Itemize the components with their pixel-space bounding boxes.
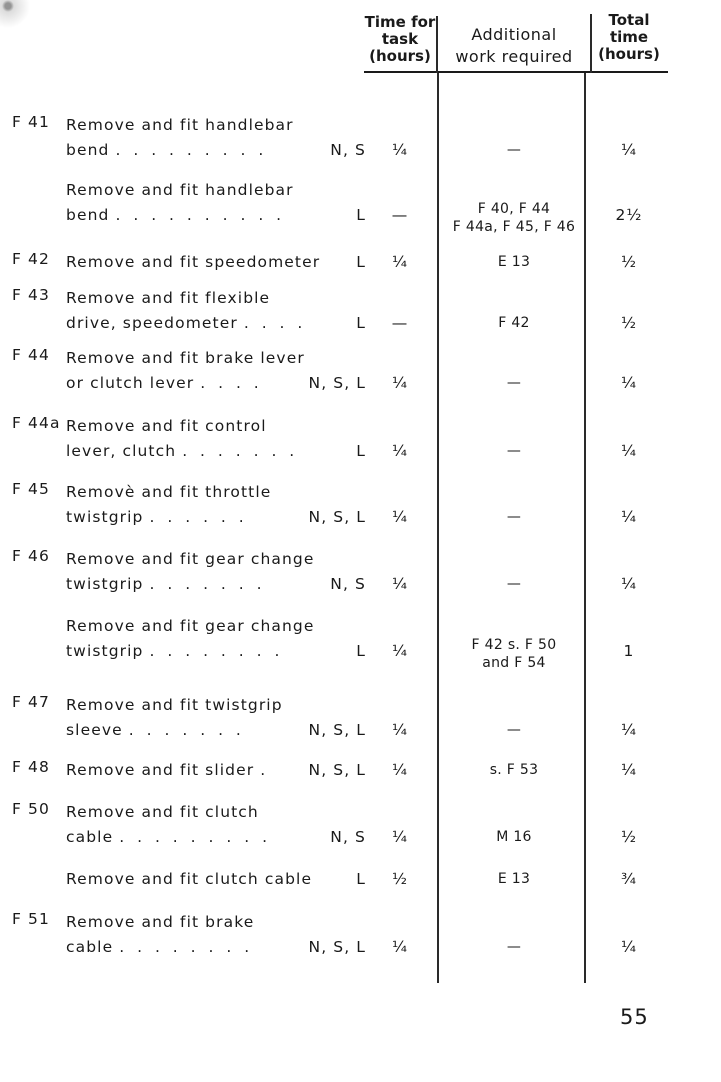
additional-work — [440, 442, 588, 460]
task-description-line2: lever, clutch — [66, 442, 177, 460]
task-description — [66, 414, 366, 464]
task-time: ¼ — [391, 508, 409, 526]
additional-work-line: F 44a, F 45, F 46 — [452, 219, 576, 235]
model-marker: N, S, L — [308, 374, 366, 392]
header-total-time — [594, 12, 664, 63]
leader-dots: . . . . . . . . — [119, 938, 254, 956]
leader-dots: . . . . . . . — [182, 442, 299, 460]
leader-dots: . . . . . . . . . — [119, 828, 271, 846]
task-description-line1: Remove and fit brake lever — [66, 349, 305, 367]
task-description-line2: twistgrip — [66, 642, 144, 660]
total-time: ¼ — [620, 141, 638, 159]
task-description — [66, 693, 366, 743]
task-description — [66, 250, 366, 275]
task-time: ¼ — [391, 253, 409, 271]
model-marker: L — [356, 870, 366, 888]
total-time: ¼ — [620, 508, 638, 526]
task-description-line1: Remove and fit gear change — [66, 550, 315, 568]
header-additional-line2: work required — [455, 47, 573, 66]
total-time: ½ — [620, 253, 638, 271]
header-total-line2: time — [609, 28, 649, 46]
task-description-line1: Remove and fit flexible — [66, 289, 271, 307]
additional-work-line: M 16 — [496, 829, 532, 845]
additional-work-line: F 42 s. F 50 — [471, 637, 557, 653]
leader-dots: . . . . . . . . . — [115, 141, 268, 159]
task-reference: F 50 — [12, 800, 50, 818]
leader-dots: . . . . — [243, 314, 307, 332]
task-reference: F 44 — [12, 346, 50, 364]
model-marker: N, S, L — [308, 508, 366, 526]
task-description — [66, 800, 366, 850]
task-time: ¼ — [391, 374, 409, 392]
header-underline — [364, 71, 668, 73]
additional-work-line: — — [506, 576, 522, 592]
leader-dots: . . . . . . . . — [149, 642, 284, 660]
task-description-line2: bend — [66, 141, 110, 159]
task-description-line2: twistgrip — [66, 508, 144, 526]
total-time: ¼ — [620, 374, 638, 392]
task-description — [66, 758, 366, 783]
task-time: ¼ — [391, 575, 409, 593]
leader-dots: . . . . . . . — [128, 721, 245, 739]
additional-work-line: F 42 — [498, 315, 530, 331]
task-description-line1: Remove and fit handlebar — [66, 116, 294, 134]
additional-work — [440, 636, 588, 672]
additional-work — [440, 200, 588, 236]
additional-work — [440, 508, 588, 526]
leader-dots: . . . . . . . . . . — [115, 206, 286, 224]
task-time: ¼ — [391, 721, 409, 739]
task-reference: F 42 — [12, 250, 50, 268]
column-divider-time-additional — [437, 73, 439, 983]
task-time: ¼ — [391, 761, 409, 779]
task-description-line1: Remove and fit control — [66, 417, 267, 435]
model-marker: L — [356, 642, 366, 660]
task-description-line2: twistgrip — [66, 575, 144, 593]
additional-work-line: E 13 — [497, 254, 531, 270]
task-time: ½ — [391, 870, 409, 888]
total-time: 1 — [623, 642, 635, 660]
additional-work — [440, 761, 588, 779]
task-time: ¼ — [391, 141, 409, 159]
additional-work — [440, 314, 588, 332]
additional-work-line: — — [506, 443, 522, 459]
task-description-line2: cable — [66, 938, 114, 956]
leader-dots: . . . . . . — [149, 508, 248, 526]
task-description-line1: Remove and fit twistgrip — [66, 696, 283, 714]
task-description-line2: cable — [66, 828, 114, 846]
model-marker: N, S — [330, 828, 366, 846]
task-description — [66, 480, 366, 530]
header-time-line1: Time for — [364, 13, 436, 31]
additional-work — [440, 938, 588, 956]
additional-work — [440, 575, 588, 593]
header-total-line1: Total — [608, 11, 650, 29]
total-time: ¼ — [620, 938, 638, 956]
header-time-line2: task — [381, 30, 419, 48]
additional-work-line: s. F 53 — [489, 762, 539, 778]
model-marker: L — [356, 314, 366, 332]
total-time: ½ — [620, 314, 638, 332]
header-additional-line1: Additional — [471, 25, 557, 44]
total-time: ¼ — [620, 761, 638, 779]
task-description — [66, 178, 366, 228]
task-time: ¼ — [391, 442, 409, 460]
corner-smudge — [0, 0, 40, 30]
additional-work-line: — — [506, 722, 522, 738]
task-description — [66, 346, 366, 396]
model-marker: L — [356, 206, 366, 224]
total-time: ¼ — [620, 575, 638, 593]
task-description — [66, 910, 366, 960]
additional-work-line: — — [506, 142, 522, 158]
additional-work-line: E 13 — [497, 871, 531, 887]
model-marker: N, S, L — [308, 761, 366, 779]
additional-work — [440, 721, 588, 739]
model-marker: N, S — [330, 141, 366, 159]
task-description — [66, 614, 366, 664]
total-time: ¼ — [620, 721, 638, 739]
task-time: — — [391, 314, 409, 332]
task-description-line1: Remove and fit speedometer — [66, 253, 321, 271]
header-additional-work — [440, 24, 588, 68]
task-description — [66, 286, 366, 336]
task-description-line1: Remove and fit clutch — [66, 803, 259, 821]
task-reference: F 51 — [12, 910, 50, 928]
task-description — [66, 867, 366, 892]
additional-work — [440, 374, 588, 392]
model-marker: L — [356, 253, 366, 271]
task-description-line1: Remove and fit handlebar — [66, 181, 294, 199]
header-total-line3: (hours) — [598, 45, 660, 63]
task-description-line2: or clutch lever — [66, 374, 195, 392]
model-marker: L — [356, 442, 366, 460]
header-divider-1 — [436, 16, 438, 73]
task-description-line2: bend — [66, 206, 110, 224]
model-marker: N, S — [330, 575, 366, 593]
total-time: ¾ — [620, 870, 638, 888]
task-reference: F 47 — [12, 693, 50, 711]
page-number: 55 — [620, 1005, 649, 1029]
task-time: ¼ — [391, 938, 409, 956]
task-reference: F 44a — [12, 414, 61, 432]
leader-dots: . . . . — [200, 374, 263, 392]
leader-dots: . . . . . . . — [149, 575, 266, 593]
task-reference: F 41 — [12, 113, 50, 131]
additional-work-line: — — [506, 939, 522, 955]
task-description — [66, 113, 366, 163]
additional-work-line: — — [506, 375, 522, 391]
task-time: ¼ — [391, 642, 409, 660]
additional-work-line: and F 54 — [482, 655, 546, 671]
additional-work — [440, 141, 588, 159]
total-time: ¼ — [620, 442, 638, 460]
leader-dots: . — [260, 761, 270, 779]
task-reference: F 48 — [12, 758, 50, 776]
task-description-line2: drive, speedometer — [66, 314, 238, 332]
task-description-line1: Remove and fit gear change — [66, 617, 315, 635]
additional-work-line: F 40, F 44 — [477, 201, 551, 217]
task-description-line1: Remove and fit clutch cable — [66, 870, 313, 888]
model-marker: N, S, L — [308, 938, 366, 956]
additional-work-line: — — [506, 509, 522, 525]
total-time: ½ — [620, 828, 638, 846]
task-description-line1: Remove and fit slider — [66, 761, 255, 779]
task-description-line1: Removè and fit throttle — [66, 483, 272, 501]
total-time: 2½ — [615, 206, 643, 224]
header-time-for-task — [364, 14, 436, 65]
header-time-line3: (hours) — [369, 47, 431, 65]
task-description — [66, 547, 366, 597]
task-time: ¼ — [391, 828, 409, 846]
additional-work — [440, 828, 588, 846]
task-reference: F 45 — [12, 480, 50, 498]
task-description-line1: Remove and fit brake — [66, 913, 255, 931]
additional-work — [440, 253, 588, 271]
model-marker: N, S, L — [308, 721, 366, 739]
task-reference: F 46 — [12, 547, 50, 565]
task-reference: F 43 — [12, 286, 50, 304]
header-divider-2 — [590, 14, 592, 73]
additional-work — [440, 870, 588, 888]
task-description-line2: sleeve — [66, 721, 123, 739]
task-time: — — [391, 206, 409, 224]
